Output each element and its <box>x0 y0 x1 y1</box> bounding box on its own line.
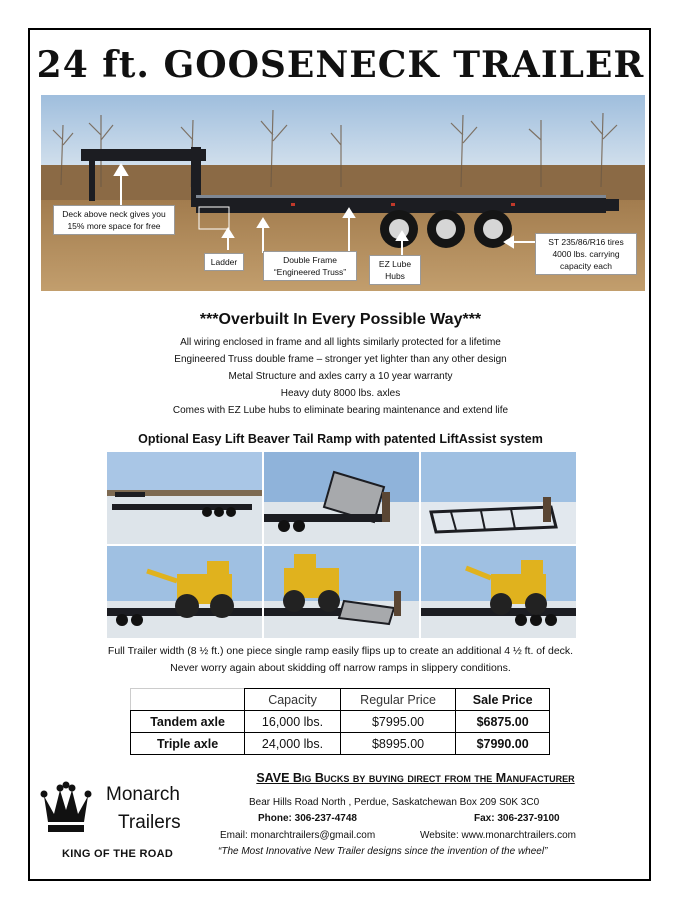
brand-slogan: KING OF THE ROAD <box>62 848 174 860</box>
tagline: ***Overbuilt In Every Possible Way*** <box>199 311 482 328</box>
ramp-description <box>0 643 681 677</box>
address: Bear Hills Road North , Perdue, Saskatchewan Box 209 S0K 3C0 <box>249 797 540 808</box>
ramp-photo-4 <box>107 546 262 638</box>
capacity-cell: 16,000 lbs. <box>245 711 341 733</box>
row-label: Tandem axle <box>131 711 245 733</box>
brand-name-line2: Trailers <box>118 812 181 833</box>
feature-list <box>0 334 681 419</box>
header-blank <box>131 689 245 711</box>
feature-item: All wiring enclosed in frame and all lights similarly protected for a lifetime <box>180 337 501 348</box>
hero-trailer-photo <box>41 95 645 291</box>
feature-item: Engineered Truss double frame – stronger yet lighter than any other design <box>174 354 507 365</box>
ramp-section-title: Optional Easy Lift Beaver Tail Ramp with patented LiftAssist system <box>138 432 543 446</box>
price-table <box>130 688 550 755</box>
price-row <box>131 733 550 755</box>
callout-ez-lube-hubs: EZ Lube Hubs <box>369 255 421 285</box>
sale-price-cell: $7990.00 <box>456 733 550 755</box>
feature-item: Comes with EZ Lube hubs to eliminate bearing maintenance and extend life <box>172 405 509 416</box>
regular-price-cell: $8995.00 <box>340 733 455 755</box>
price-row <box>131 711 550 733</box>
phone: Phone: 306-237-4748 <box>258 813 357 824</box>
feature-item: Metal Structure and axles carry a 10 year warranty <box>228 371 453 382</box>
ramp-line-2: Never worry again about skidding off narrow ramps in slippery conditions. <box>170 662 511 674</box>
price-header-row <box>131 689 550 711</box>
callout-deck-above-neck: Deck above neck gives you 15% more space for free <box>53 205 175 235</box>
sale-price-cell: $6875.00 <box>456 711 550 733</box>
callout-double-frame: Double Frame “Engineered Truss” <box>263 251 357 281</box>
website-link[interactable]: Website: www.monarchtrailers.com <box>420 830 576 841</box>
page-title: 24 ft. GOOSENECK TRAILER <box>36 44 645 86</box>
capacity-cell: 24,000 lbs. <box>245 733 341 755</box>
email-link[interactable]: Email: monarchtrailers@gmail.com <box>220 830 376 841</box>
crown-logo-icon <box>40 780 92 836</box>
header-regular-price: Regular Price <box>340 689 455 711</box>
ramp-photo-2 <box>264 452 419 544</box>
regular-price-cell: $7995.00 <box>340 711 455 733</box>
header-capacity: Capacity <box>245 689 341 711</box>
ramp-photo-3 <box>421 452 576 544</box>
ramp-photo-5 <box>264 546 419 638</box>
fax: Fax: 306-237-9100 <box>474 813 560 824</box>
callout-tires: ST 235/86/R16 tires 4000 lbs. carrying capacity each <box>535 233 637 275</box>
ramp-photo-6 <box>421 546 576 638</box>
ramp-photo-1 <box>107 452 262 544</box>
quote: “The Most Innovative New Trailer designs since the invention of the wheel” <box>218 846 548 857</box>
callout-ladder: Ladder <box>204 253 244 271</box>
brand-name-line1: Monarch <box>106 784 180 805</box>
ramp-line-1: Full Trailer width (8 ½ ft.) one piece single ramp easily flips up to create an additional 4 ½ ft. of deck. <box>107 645 574 657</box>
row-label: Triple axle <box>131 733 245 755</box>
header-sale-price: Sale Price <box>456 689 550 711</box>
save-headline: SAVE Big Bucks by buying direct from the Manufacturer <box>256 771 575 785</box>
feature-item: Heavy duty 8000 lbs. axles <box>280 388 401 399</box>
